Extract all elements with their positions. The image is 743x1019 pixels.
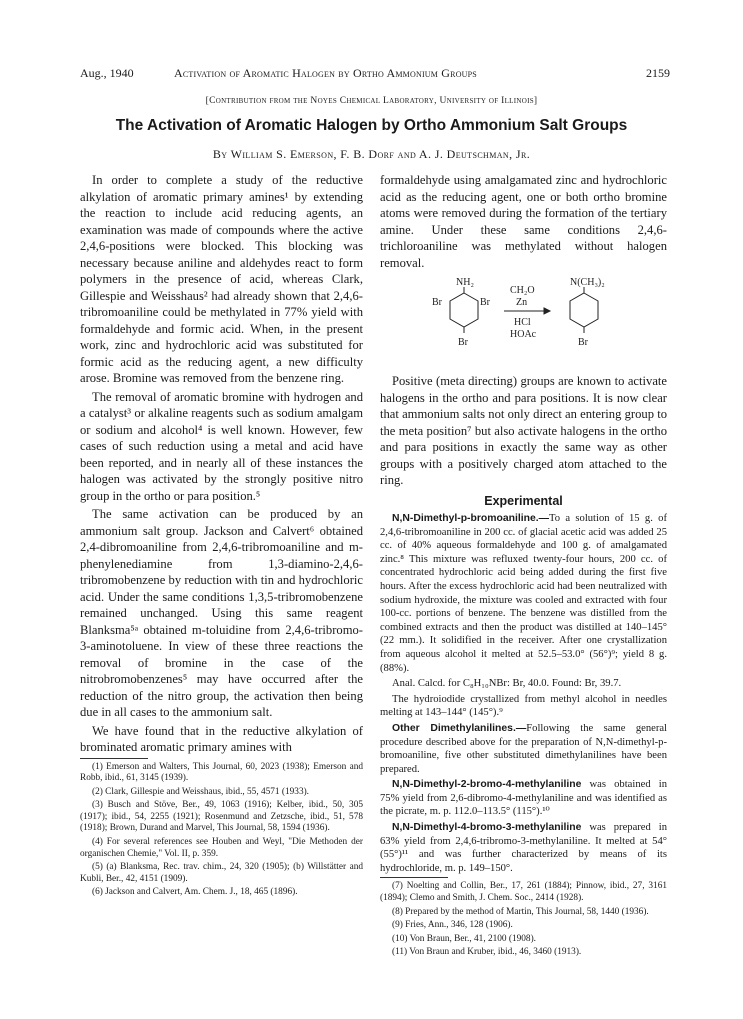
compound-heading: N,N-Dimethyl-2-bromo-4-methylaniline xyxy=(392,779,582,791)
reagent-label: CH₂O xyxy=(510,285,535,296)
amino-group-label: NH₂ xyxy=(456,277,474,288)
footnote: (2) Clark, Gillespie and Weisshaus, ibid., 55, 4571 (1933). xyxy=(92,786,310,797)
dimethylamino-group-label: N(CH₃)₂ xyxy=(570,277,605,288)
footnote: (7) Noelting and Collin, Ber., 17, 261 (1884); Pinnow, ibid., 27, 3161 (1894); Clemo and Smith, J. Chem. Soc., 2414 (1928). xyxy=(380,881,667,904)
para-bromine-label: Br xyxy=(578,337,588,348)
footnote: (5) (a) Blanksma, Rec. trav. chim., 24, 320 (1905); (b) Willstätter and Kubli, Ber., 42, 4151 (1909). xyxy=(80,862,363,884)
body-paragraph: formaldehyde using amalgamated zinc and hydrochloric acid as the reducing agent, one or both ortho bromine atoms were removed during the formation of the tertiary amine. Under these same conditions 2,4,6-trichloroaniline was methylated without halogen removal. xyxy=(380,173,667,270)
analysis-text: Anal. Calcd. for C₈H₁₀NBr: Br, 40.0. Found: Br, 39.7. xyxy=(392,678,622,690)
procedure-text: The hydroiodide crystallized from methyl alcohol in needles melting at 143–144° (145°).⁹ xyxy=(380,693,667,719)
experimental-section xyxy=(380,512,667,875)
compound-heading: Other Dimethylanilines.— xyxy=(392,722,527,734)
article-title: The Activation of Aromatic Halogen by Ortho Ammonium Salt Groups xyxy=(115,117,628,134)
section-heading: Experimental xyxy=(484,493,563,508)
footnote: (3) Busch and Stöve, Ber., 49, 1063 (1916); Kelber, ibid., 50, 305 (1917); ibid., 54, 2255 (1921); Rosenmund and Zetzsche, ibid., 51, 578 (1918); Brown, Durand and Marvel, This Journal, 58, 1594 (1936). xyxy=(80,800,363,834)
running-head xyxy=(80,66,670,82)
benzene-ring-product xyxy=(570,293,598,327)
procedure-text: Following the same general procedure described above for the preparation of N,N-dimethyl-p-bromoaniline, five other substituted dimethylanilines have been prepared. xyxy=(380,722,668,775)
footnote: (4) For several references see Houben and Weyl, "Die Methoden der organischen Chemie," Vol. II, p. 359. xyxy=(80,837,363,859)
compound-heading: N,N-Dimethyl-4-bromo-3-methylaniline xyxy=(392,822,582,834)
footnote: (11) Von Braun and Kruber, ibid., 46, 3460 (1913). xyxy=(392,947,582,958)
compound-heading: N,N-Dimethyl-p-bromoaniline.— xyxy=(392,513,550,524)
reaction-scheme-drawing xyxy=(420,275,630,363)
body-paragraph: The same activation can be produced by an ammonium salt group. Jackson and Calvert⁶ obtained 2,4-dibromoaniline from 2,4,6-tribromoaniline and m-phenylenediamine from 1,3-diamino-2,4,6-tribromobenzene by reduction with tin and hydrochloric acid. Under the same conditions 1,3,5-tribromobenzene remained unchanged. Using this same reagent Blanksma⁵ᵃ obtained m-toluidine from 2,4,6-tribromo-3-aminotoluene. In view of these three reactions the removal of bromine in the case of the nitrobromobenzenes⁵ may have occurred after the reduction of the nitro group, the activation then being due in all cases to the ammonium salt. xyxy=(80,507,363,719)
reagent-label: HOAc xyxy=(510,329,537,340)
left-column xyxy=(80,172,363,899)
right-column xyxy=(380,172,667,959)
footnote: (10) Von Braun, Ber., 41, 2100 (1908). xyxy=(392,933,537,944)
author-line: By William S. Emerson, F. B. Dorf and A. J. Deutschman, Jr. xyxy=(212,147,531,161)
body-paragraph: The removal of aromatic bromine with hydrogen and a catalyst³ or alkaline reagents such as sodium amalgam or sodium and alcohol⁴ is well known. However, few cases of such reduction using a metal and acid have been reported, and in nearly all of these instances the halogen was activated by the strongly positive nitro group in the ortho or para position.⁵ xyxy=(80,389,363,503)
footnote: (6) Jackson and Calvert, Am. Chem. J., 18, 465 (1896). xyxy=(92,887,298,898)
footnote-rule xyxy=(80,758,148,759)
body-paragraph: We have found that in the reductive alkylation of brominated aromatic primary amines with xyxy=(80,723,363,754)
procedure-text: was obtained in 75% yield from 2,6-dibromo-4-methylaniline and was identified as the picrate, m. p. 112.0–113.5° (115°).¹⁰ xyxy=(380,779,667,818)
ortho-bromine-label: Br xyxy=(480,297,490,308)
ortho-bromine-label: Br xyxy=(432,297,442,308)
body-paragraph: Positive (meta directing) groups are known to activate halogens in the ortho and para positions. It is now clear that ammonium salts not only direct an entering group to the meta position⁷ but also activate halogens in the ortho and para positions in exactly the same way as other groups with a positively charged atom attached to the ring. xyxy=(380,374,667,487)
contribution-line: [Contribution from the Noyes Chemical Laboratory, University of Illinois] xyxy=(205,96,538,106)
footnote: (8) Prepared by the method of Martin, This Journal, 58, 1440 (1936). xyxy=(392,906,649,917)
body-paragraph: In order to complete a study of the reductive alkylation of aromatic primary amines¹ by extending the reaction to include acid reducing agents, an examination was made of compounds where the active 2,4,6-positions were blocked. This blocking was necessary because aniline and aldehydes react to form polymers in the presence of acid, whereas Clark, Gillespie and Weisshaus² had already shown that 2,4,6-tribromoaniline could be methylated in 77% yield with formaldehyde and formic acid. When, in the present work, zinc and hydrochloric acid was substituted for formic acid as the reducing agent, a new difficulty arose. Bromine was removed from the benzene ring. xyxy=(80,173,363,385)
footnote: (1) Emerson and Walters, This Journal, 60, 2023 (1938); Emerson and Robb, ibid., 61, 3145 (1939). xyxy=(80,761,363,784)
para-bromine-label: Br xyxy=(458,337,468,348)
reagent-label: HCl xyxy=(514,317,531,328)
footnote-rule xyxy=(380,877,448,878)
issue-date: Aug., 1940 xyxy=(80,66,134,80)
reagent-label: Zn xyxy=(516,297,528,308)
procedure-text: To a solution of 15 g. of 2,4,6-tribromoaniline in 200 cc. of glacial acetic acid was added 25 cc. of 40% aqueous formaldehyde and 100 g. of amalgamated zinc.⁸ This mixture was refluxed twenty-four hours, 200 cc. of concentrated hydrochloric acid being added during the first five hours. After the excess hydrochloric acid had been neutralized with sodium hydroxide, the mixture was cooled and extracted with four 100-cc. portions of benzene. The benzene was distilled from the combined extracts and then the product was distilled at 140–145° (22 mm.). It solidified in the receiver. After one crystallization from aqueous alcohol it melted at 52.5–53.0° (56°)⁹; yield 8 g. (88%). xyxy=(380,513,667,674)
procedure-text: was prepared in 63% yield from 2,4,6-tribromo-3-methylaniline. It melted at 54° (55°)¹¹ and was further characterized by means of its hydrochloride, m. p. 149–150°. xyxy=(380,822,667,874)
reaction-scheme xyxy=(380,275,667,363)
footnote: (9) Fries, Ann., 346, 128 (1906). xyxy=(392,920,513,931)
benzene-ring-reactant xyxy=(450,293,478,327)
running-title: Activation of Aromatic Halogen by Ortho Ammonium Groups xyxy=(174,66,477,80)
page-number: 2159 xyxy=(646,66,670,80)
